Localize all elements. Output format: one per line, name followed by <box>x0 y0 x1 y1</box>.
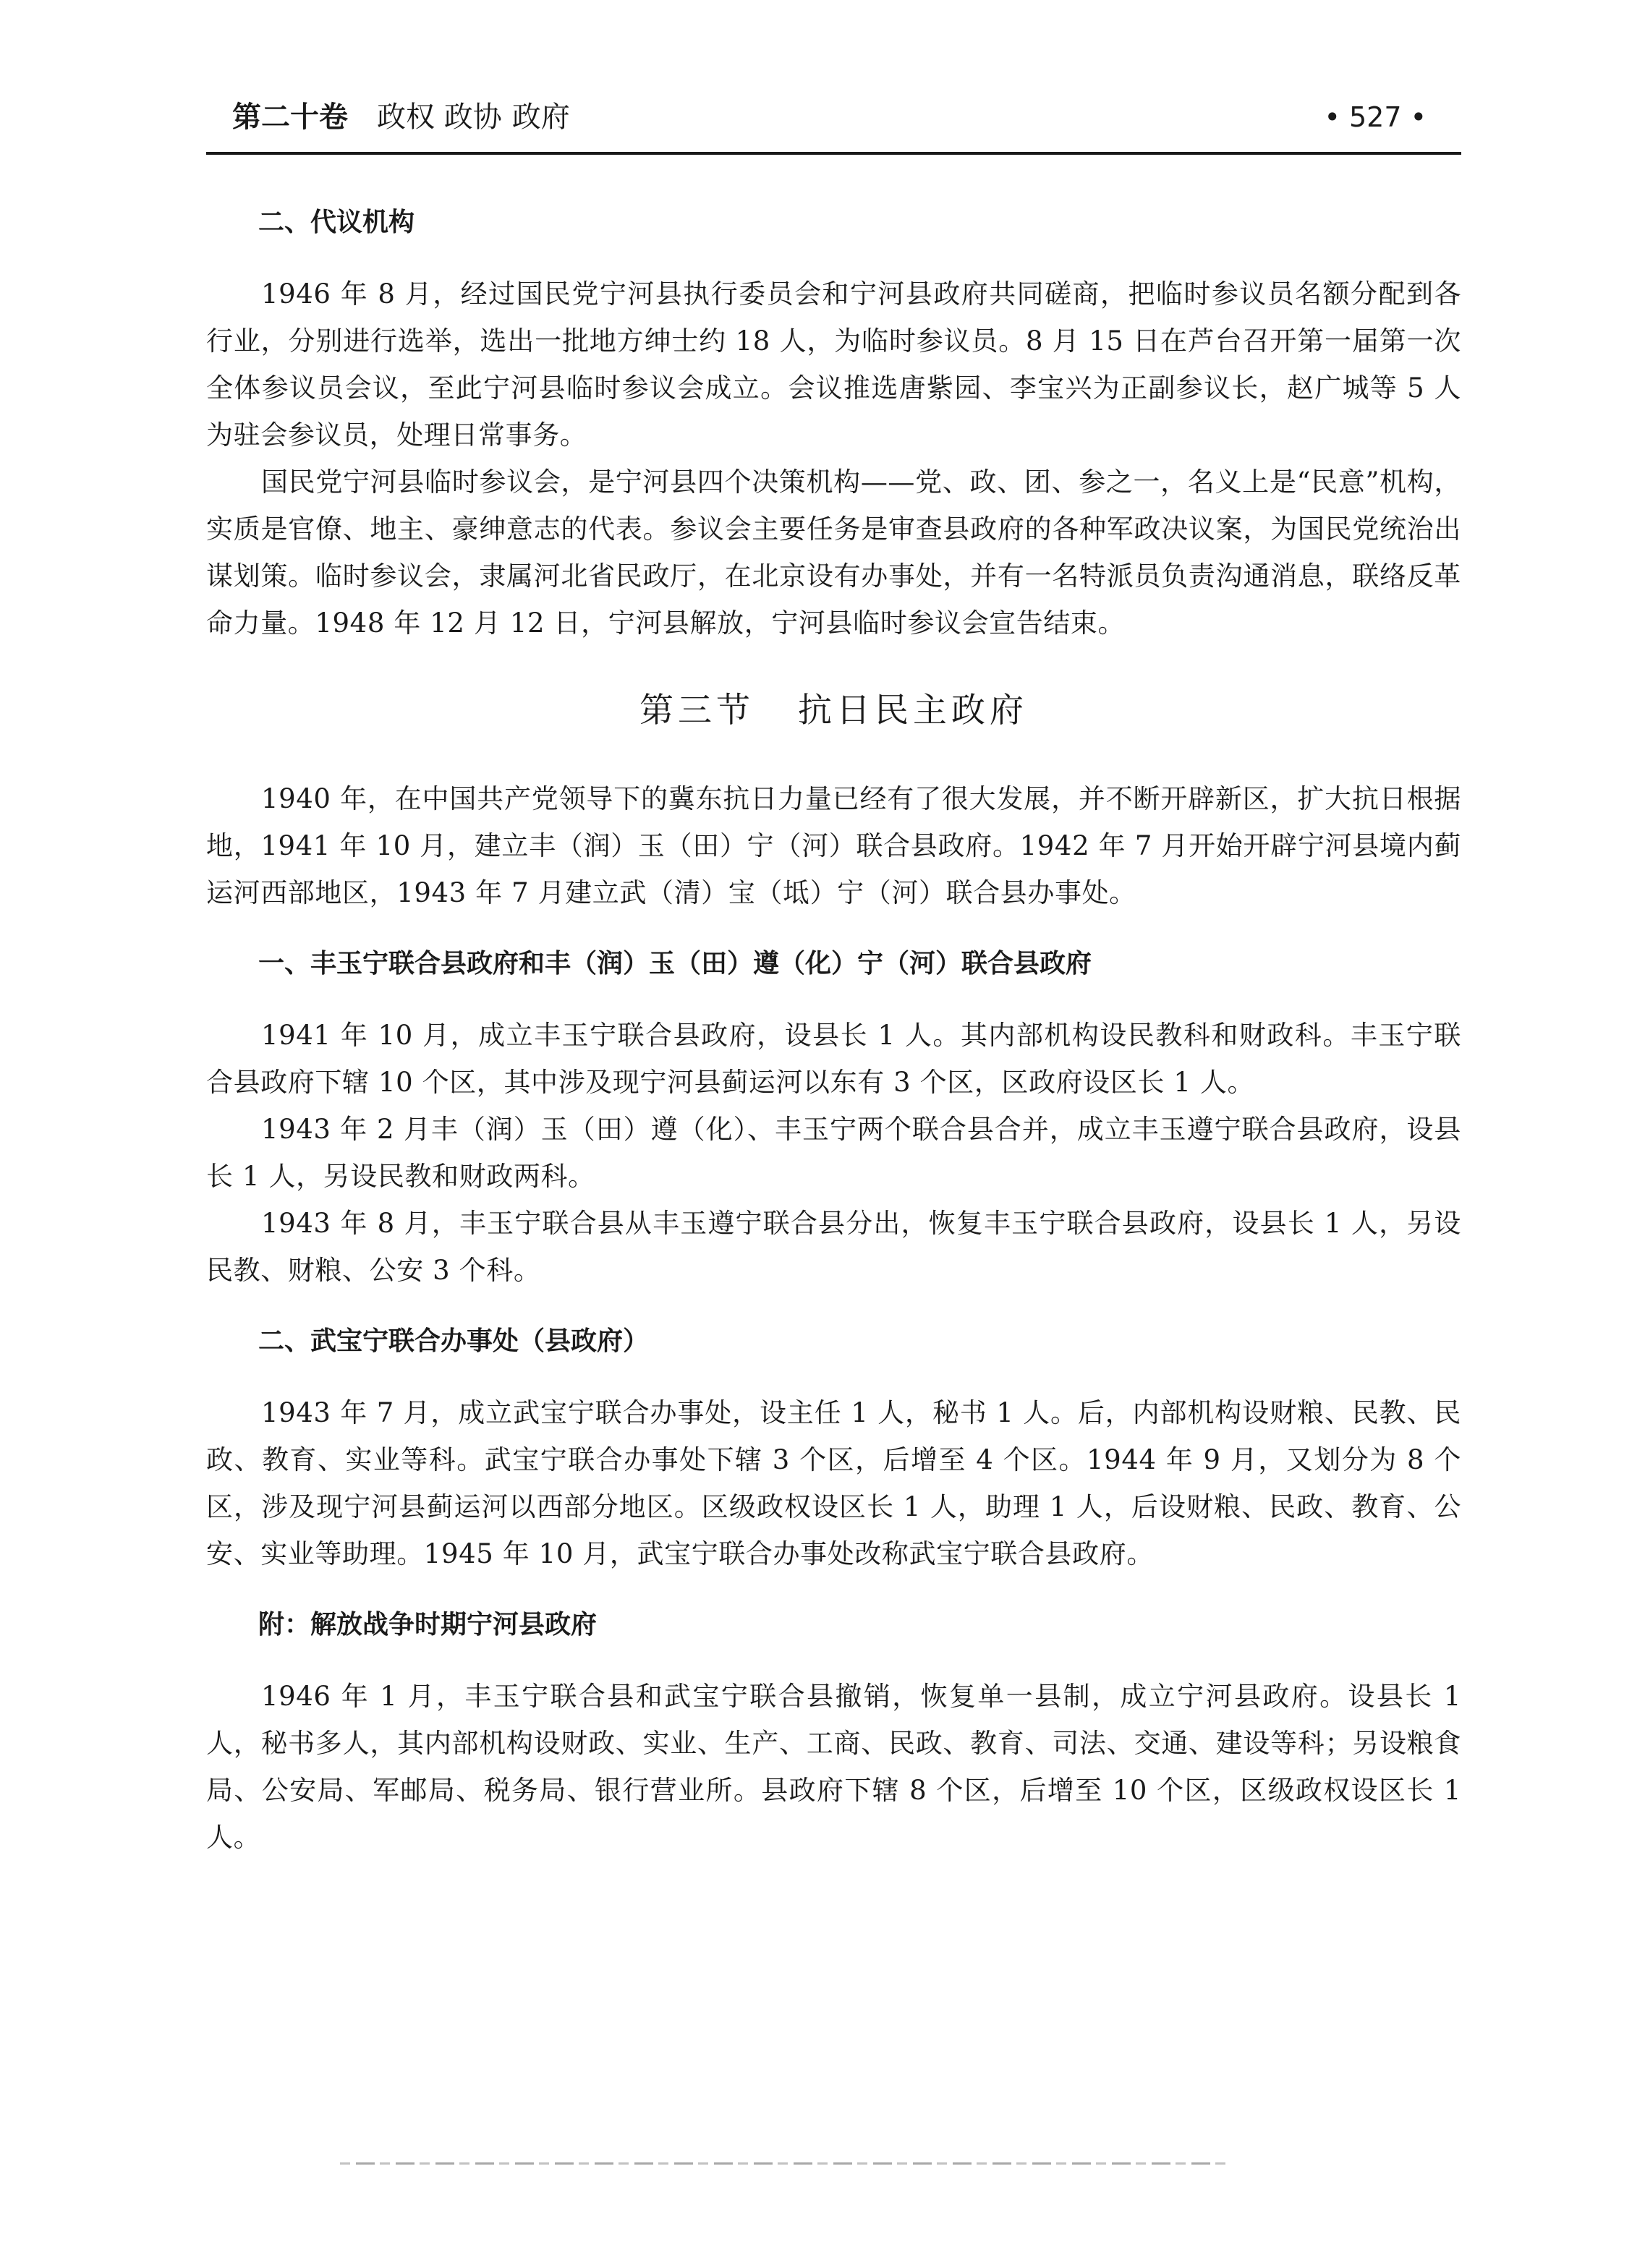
paragraph: 1943 年 8 月，丰玉宁联合县从丰玉遵宁联合县分出，恢复丰玉宁联合县政府，设县长 1 人，另设民教、财粮、公安 3 个科。 <box>206 1208 1461 1286</box>
paragraph: 1943 年 7 月，成立武宝宁联合办事处，设主任 1 人，秘书 1 人。后，内部机构设财粮、民教、民政、教育、实业等科。武宝宁联合办事处下辖 3 个区，后增至 4 个区。1944 年 9 月，又划分为 8 个区，涉及现宁河县蓟运河以西部分地区。区级政权设区长 1 人，助理 1 人，后设财粮、民政、教育、公安、实业等助理。1945 年 10 月，武宝宁联合办事处改称武宝宁联合县政府。 <box>206 1397 1461 1569</box>
appendix-heading: 附：解放战争时期宁河县政府 <box>258 1610 598 1640</box>
paragraph: 1946 年 1 月，丰玉宁联合县和武宝宁联合县撤销，恢复单一县制，成立宁河县政府。设县长 1 人，秘书多人，其内部机构设财政、实业、生产、工商、民政、教育、司法、交通、建设等科；另设粮食局、公安局、军邮局、税务局、银行营业所。县政府下辖 8 个区，后增至 10 个区，区级政权设区长 1 人。 <box>206 1681 1461 1853</box>
volume-label: 第二十卷 <box>232 101 348 134</box>
subsection-heading-council: 二、代议机构 <box>258 208 415 237</box>
page-body <box>206 202 1461 1861</box>
section-title-text: 抗日民主政府 <box>798 691 1028 730</box>
page-header <box>206 93 1461 155</box>
paragraph: 1943 年 2 月丰（润）玉（田）遵（化）、丰玉宁两个联合县合并，成立丰玉遵宁联合县政府，设县长 1 人，另设民教和财政两科。 <box>206 1114 1461 1192</box>
paragraph: 1941 年 10 月，成立丰玉宁联合县政府，设县长 1 人。其内部机构设民教科和财政科。丰玉宁联合县政府下辖 10 个区，其中涉及现宁河县蓟运河以东有 3 个区，区政府设区长 1 人。 <box>206 1020 1461 1098</box>
section-title <box>206 687 1461 735</box>
paragraph: 国民党宁河县临时参议会，是宁河县四个决策机构——党、政、团、参之一，名义上是“民意”机构，实质是官僚、地主、豪绅意志的代表。参议会主要任务是审查县政府的各种军政决议案，为国民党统治出谋划策。临时参议会，隶属河北省民政厅，在北京设有办事处，并有一名特派员负责沟通消息，联络反革命力量。1948 年 12 月 12 日，宁河县解放，宁河县临时参议会宣告结束。 <box>206 466 1461 639</box>
subsection-heading-fengyu: 一、丰玉宁联合县政府和丰（润）玉（田）遵（化）宁（河）联合县政府 <box>258 949 1092 979</box>
section-label-b: 政府 <box>511 101 570 134</box>
page-number: • 527 • <box>1324 101 1427 133</box>
paragraph: 1940 年，在中国共产党领导下的冀东抗日力量已经有了很大发展，并不断开辟新区，扩大抗日根据地，1941 年 10 月，建立丰（润）玉（田）宁（河）联合县政府。1942 年 7 月开始开辟宁河县境内蓟运河西部地区，1943 年 7 月建立武（清）宝（坻）宁（河）联合县办事处。 <box>206 783 1461 908</box>
scan-artifact-line <box>340 2162 1230 2165</box>
section-label-a: 政权 政协 <box>377 101 502 134</box>
subsection-heading-wubao: 二、武宝宁联合办事处（县政府） <box>258 1326 650 1356</box>
section-number: 第三节 <box>639 691 755 730</box>
paragraph: 1946 年 8 月，经过国民党宁河县执行委员会和宁河县政府共同磋商，把临时参议员名额分配到各行业，分别进行选举，选出一批地方绅士约 18 人，为临时参议员。8 月 15 日在芦台召开第一届第一次全体参议员会议，至此宁河县临时参议会成立。会议推选唐紫园、李宝兴为正副参议长，赵广城等 5 人为驻会参议员，处理日常事务。 <box>206 278 1461 451</box>
running-head <box>232 97 599 137</box>
